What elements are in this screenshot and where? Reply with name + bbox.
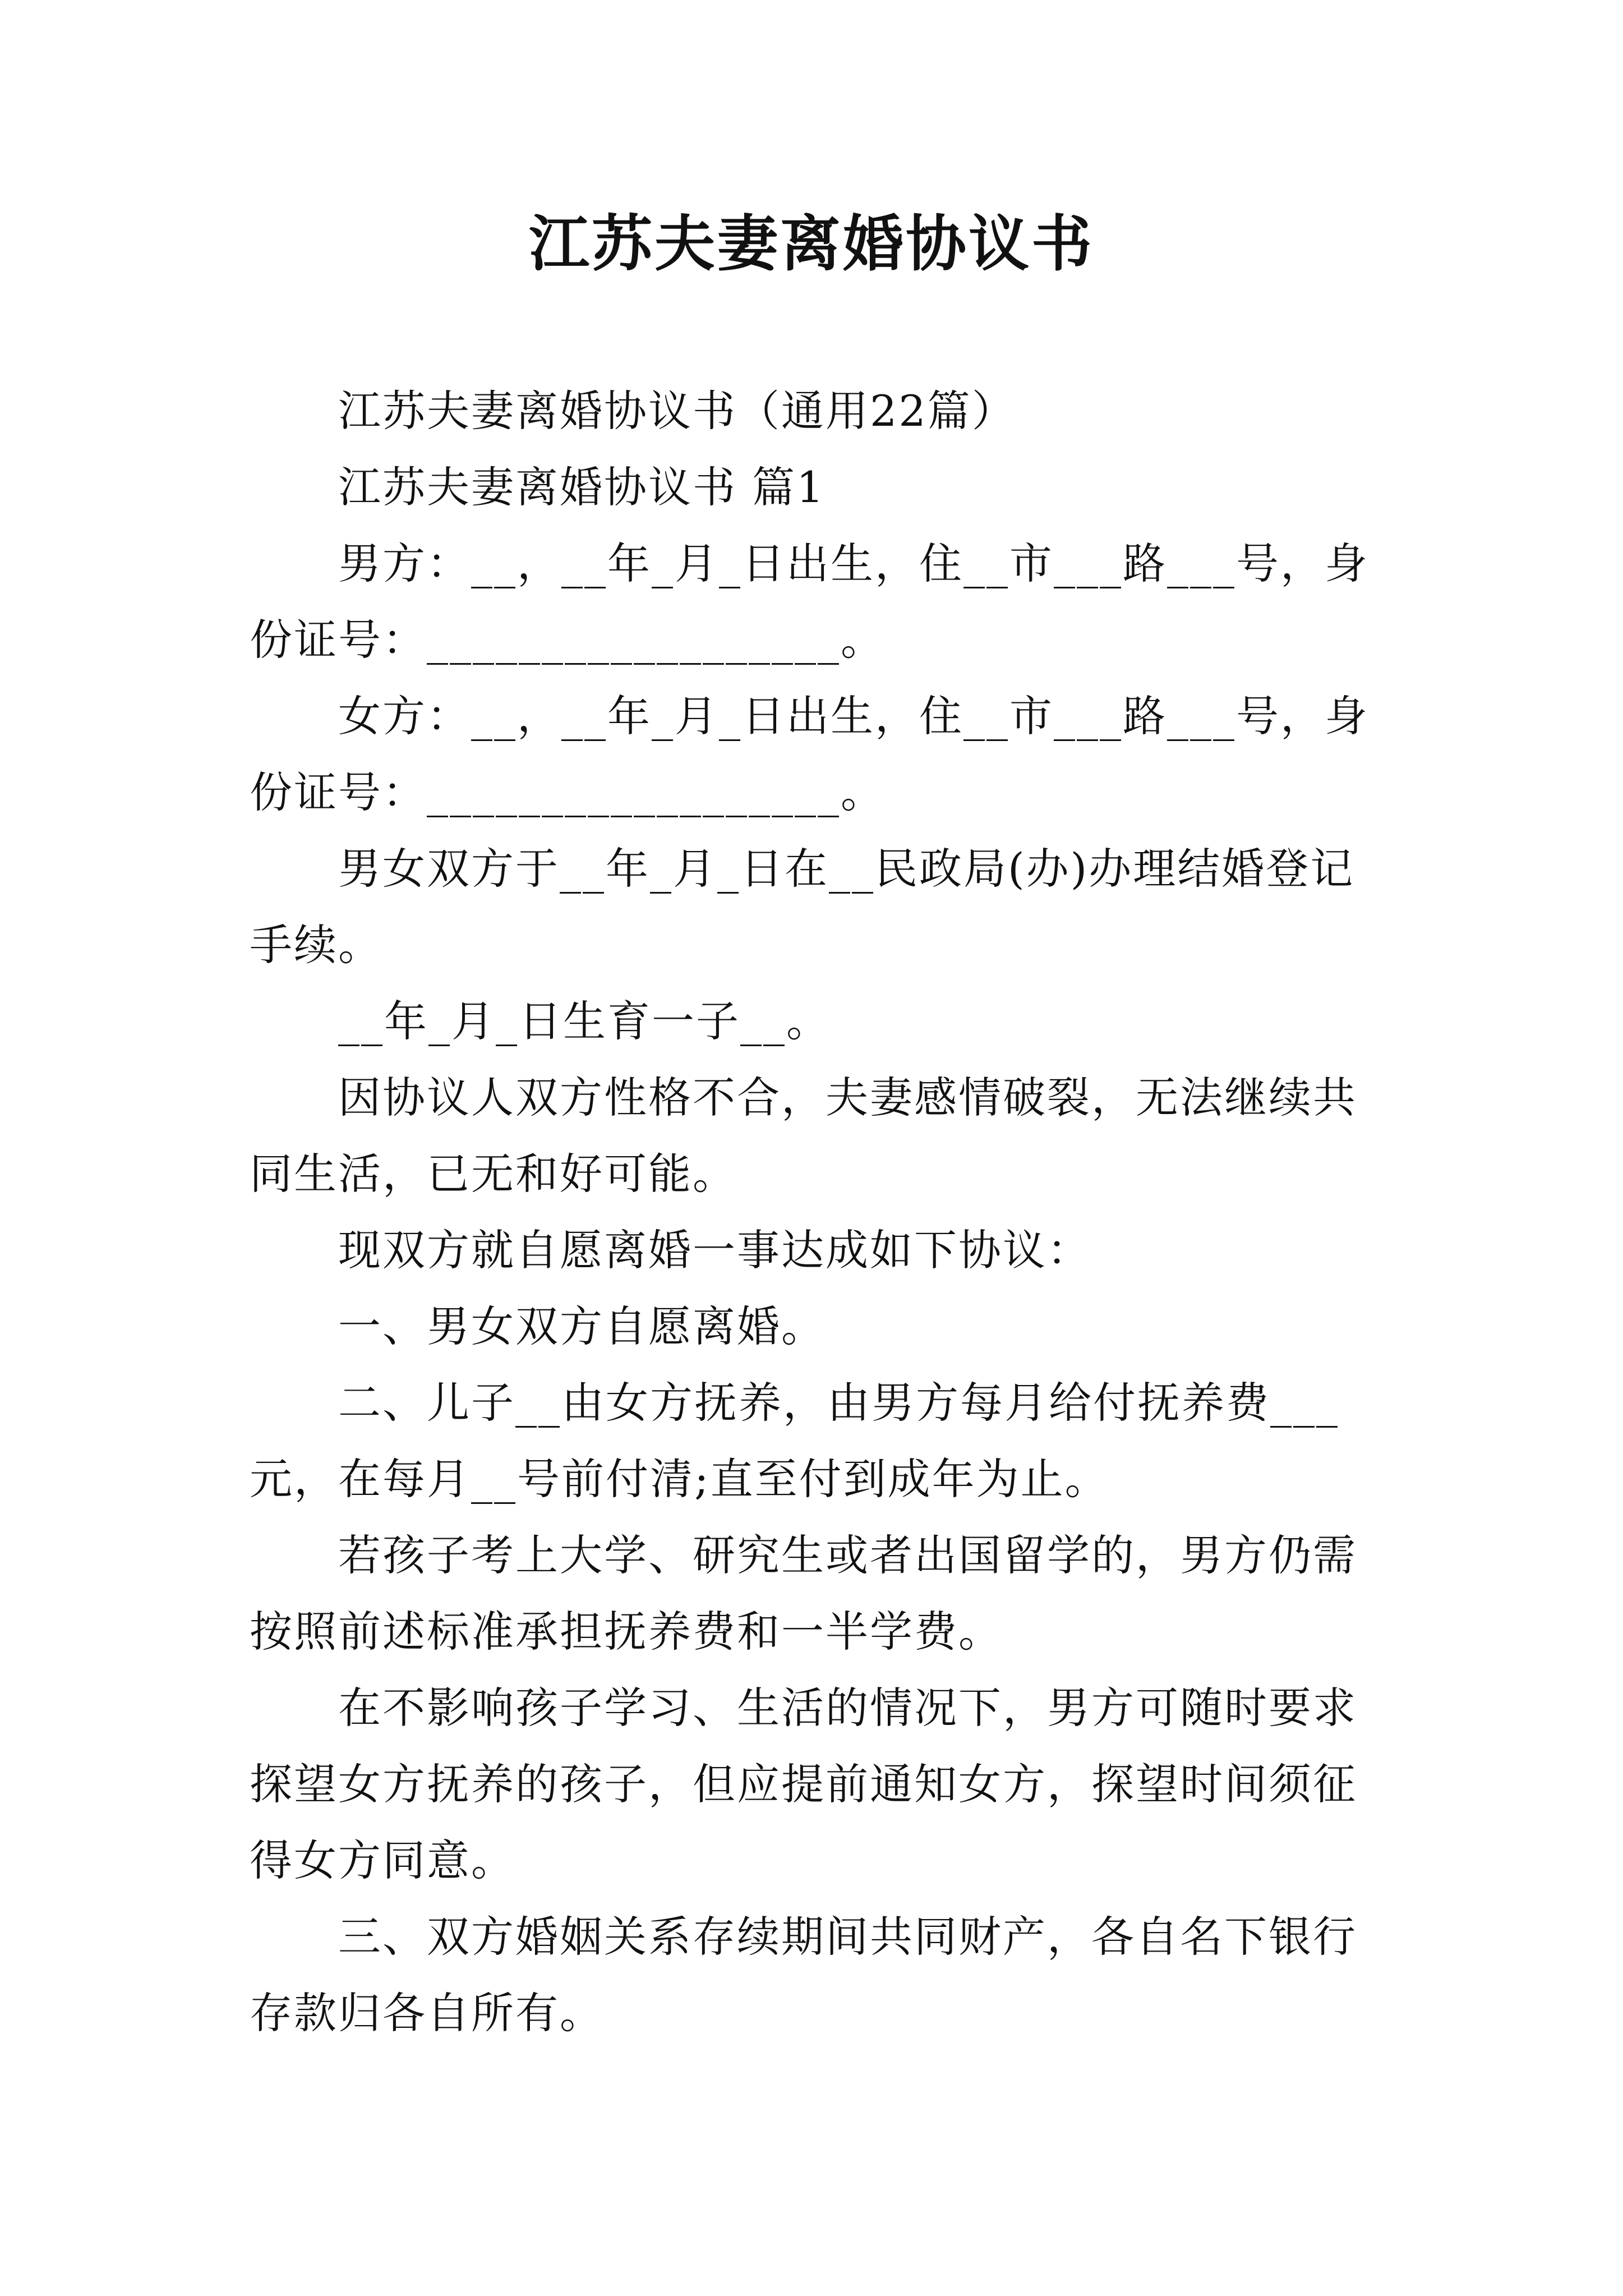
paragraph-subtitle: 江苏夫妻离婚协议书（通用22篇） <box>338 386 1016 436</box>
paragraph-clause-1: 一、男女双方自愿离婚。 <box>338 1301 826 1351</box>
paragraph-clause-2-visitation: 在不影响孩子学习、生活的情况下，男方可随时要求探望女方抚养的孩子，但应提前通知女方，探望时间须征得女方同意。 <box>250 1683 1357 1885</box>
paragraph-section-heading: 江苏夫妻离婚协议书 篇1 <box>338 462 826 512</box>
paragraph-clause-3: 三、双方婚姻关系存续期间共同财产，各自名下银行存款归各自所有。 <box>250 1912 1357 2038</box>
paragraph-clause-2-tuition: 若孩子考上大学、研究生或者出国留学的，男方仍需按照前述标准承担抚养费和一半学费。 <box>250 1530 1357 1657</box>
document-body <box>250 373 1377 2051</box>
paragraph-clause-2: 二、儿子__由女方抚养，由男方每月给付抚养费___元，在每月__号前付清;直至付到成年为止。 <box>250 1378 1339 1504</box>
paragraph-male-party: 男方：__，__年_月_日出生，住__市___路___号，身份证号：__________________。 <box>250 539 1369 665</box>
paragraph-child-birth: __年_月_日生育一子__。 <box>338 996 831 1046</box>
paragraph-marriage-registration: 男女双方于__年_月_日在__民政局(办)办理结婚登记手续。 <box>250 844 1355 970</box>
paragraph-agreement-intro: 现双方就自愿离婚一事达成如下协议： <box>338 1225 1091 1275</box>
document-title: 江苏夫妻离婚协议书 <box>528 209 1094 279</box>
paragraph-reason: 因协议人双方性格不合，夫妻感情破裂，无法继续共同生活，已无和好可能。 <box>250 1073 1357 1199</box>
paragraph-female-party: 女方：__，__年_月_日出生，住__市___路___号，身份证号：__________________。 <box>250 691 1369 817</box>
